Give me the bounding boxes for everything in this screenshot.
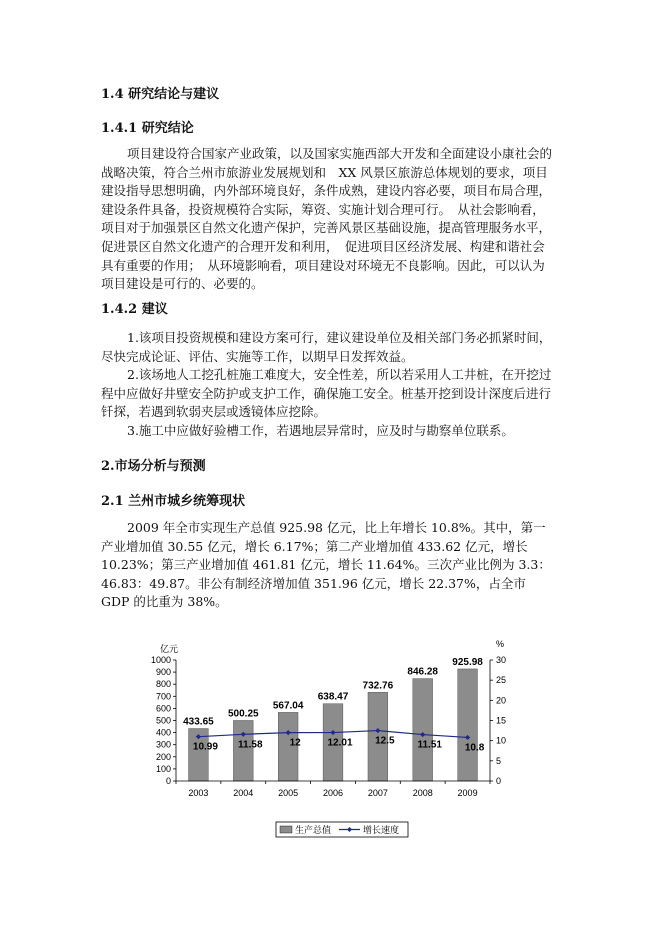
suggestion-item: 2.该场地人工挖孔桩施工难度大，安全性差，所以若采用人工井桩，在开挖过程中应做好井壁安全防护或支护工作，确保施工安全。桩基开挖到设计深度后进行钎探，若遇到软弱夹层或透镜体应挖除。 xyxy=(101,367,552,420)
y-tick-left-label: 700 xyxy=(155,691,171,702)
y-tick-left-label: 500 xyxy=(155,715,171,726)
gdp-bar-label: 846.28 xyxy=(407,666,439,678)
gdp-growth-chart xyxy=(138,636,528,846)
heading-2: 2.市场分析与预测 xyxy=(101,459,206,474)
y-tick-right-label: 30 xyxy=(496,655,507,665)
conclusion-text: 项目建设符合国家产业政策，以及国家实施西部大开发和全面建设小康社会的战略决策，符合兰州市旅游业发展规划和 XX 风景区旅游总体规划的要求，项目建设指导思想明确，内外部环境良好，条件成熟，建设内容必要，项目布局合理，建设条件具备，投资规模符合实际，筹资、实施计划合理可行。 从社会影响看，项目对于加强景区自然文化遗产保护，完善风景区基础设施，提高管理服务水平，促进景区自然文化遗产的合理开发和利用， 促进项目区经济发展、构建和谐社会具有重要的作用； 从环境影响看，项目建设对环境无不良影响。因此，可以认为项目建设是可行的、必要的。 xyxy=(101,146,553,292)
heading-2-1: 2.1 兰州市城乡统筹现状 xyxy=(101,494,246,509)
chart-legend xyxy=(276,822,408,837)
legend-bar-swatch xyxy=(280,826,292,833)
gdp-bar xyxy=(233,720,253,781)
growth-point-label: 12.01 xyxy=(327,737,353,749)
y-tick-left-label: 1000 xyxy=(150,655,171,665)
legend-line-label: 增长速度 xyxy=(363,825,400,835)
x-tick-label: 2004 xyxy=(233,788,254,798)
growth-point-label: 12.5 xyxy=(375,735,395,747)
growth-point-label: 11.58 xyxy=(238,739,263,751)
suggestions-list xyxy=(101,329,553,441)
y-tick-left-label: 300 xyxy=(155,739,171,750)
y-tick-left-label: 800 xyxy=(155,679,171,690)
y-axis-right-label: % xyxy=(495,639,505,649)
y-tick-right-label: 0 xyxy=(496,776,502,786)
x-tick-label: 2005 xyxy=(278,788,299,798)
heading-1-4-1: 1.4.1 研究结论 xyxy=(101,121,194,136)
growth-point-label: 12 xyxy=(289,737,301,749)
growth-point-label: 10.8 xyxy=(464,742,485,754)
legend-bar-label: 生产总值 xyxy=(295,825,332,835)
x-tick-label: 2009 xyxy=(457,788,478,798)
y-tick-left-label: 400 xyxy=(155,727,171,738)
y-tick-right-label: 15 xyxy=(496,715,507,726)
y-tick-right-label: 10 xyxy=(496,735,507,746)
gdp-bar-label: 925.98 xyxy=(452,656,483,668)
x-tick-label: 2008 xyxy=(412,788,433,798)
gdp-bar-label: 638.47 xyxy=(317,691,349,703)
y-tick-left-label: 200 xyxy=(155,751,171,762)
market-text: 2009 年全市实现生产总值 925.98 亿元，比上年增长 10.8%。其中，第一产业增加值 30.55 亿元，增长 6.17%；第二产业增加值 433.62 亿元，增长 10.23%；第三产业增加值 461.81 亿元，增长 11.64%。三次产业比例为 3.3：46.83：49.87。非公有制经济增加值 351.96 亿元，增长 22.37%，占全市 GDP 的比重为 38%。 xyxy=(101,520,551,610)
x-tick-label: 2003 xyxy=(188,788,209,798)
heading-1-4: 1.4 研究结论与建议 xyxy=(101,87,220,102)
left-axis xyxy=(151,655,176,786)
y-axis-left-label: 亿元 xyxy=(159,644,179,654)
y-tick-right-label: 25 xyxy=(496,675,507,686)
y-tick-left-label: 0 xyxy=(165,776,171,786)
heading-1-4-2: 1.4.2 建议 xyxy=(101,302,168,317)
gdp-bar xyxy=(458,669,478,781)
y-tick-left-label: 100 xyxy=(155,763,171,774)
x-axis xyxy=(176,781,490,798)
y-tick-right-label: 5 xyxy=(496,755,502,766)
right-axis xyxy=(490,655,506,786)
gdp-bar-label: 500.25 xyxy=(227,708,259,720)
suggestion-item: 1.该项目投资规模和建设方案可行，建议建设单位及相关部门务必抓紧时间，尽快完成论证、评估、实施等工作，以期早日发挥效益。 xyxy=(101,330,552,364)
y-tick-left-label: 900 xyxy=(155,667,171,678)
x-tick-label: 2007 xyxy=(367,788,388,798)
growth-point-label: 11.51 xyxy=(417,739,442,751)
gdp-bar xyxy=(413,679,433,781)
gdp-bar-label: 567.04 xyxy=(272,700,304,712)
y-tick-right-label: 20 xyxy=(496,695,507,706)
conclusion-paragraph xyxy=(101,145,553,294)
gdp-bar-label: 433.65 xyxy=(183,716,214,728)
y-tick-left-label: 600 xyxy=(155,703,171,714)
market-paragraph xyxy=(101,519,553,612)
x-tick-label: 2006 xyxy=(322,788,344,798)
suggestion-item: 3.施工中应做好验槽工作，若遇地层异常时，应及时与勘察单位联系。 xyxy=(127,422,514,438)
growth-point-label: 10.99 xyxy=(192,741,218,753)
gdp-bar-label: 732.76 xyxy=(362,680,394,692)
bar-series xyxy=(183,657,483,781)
